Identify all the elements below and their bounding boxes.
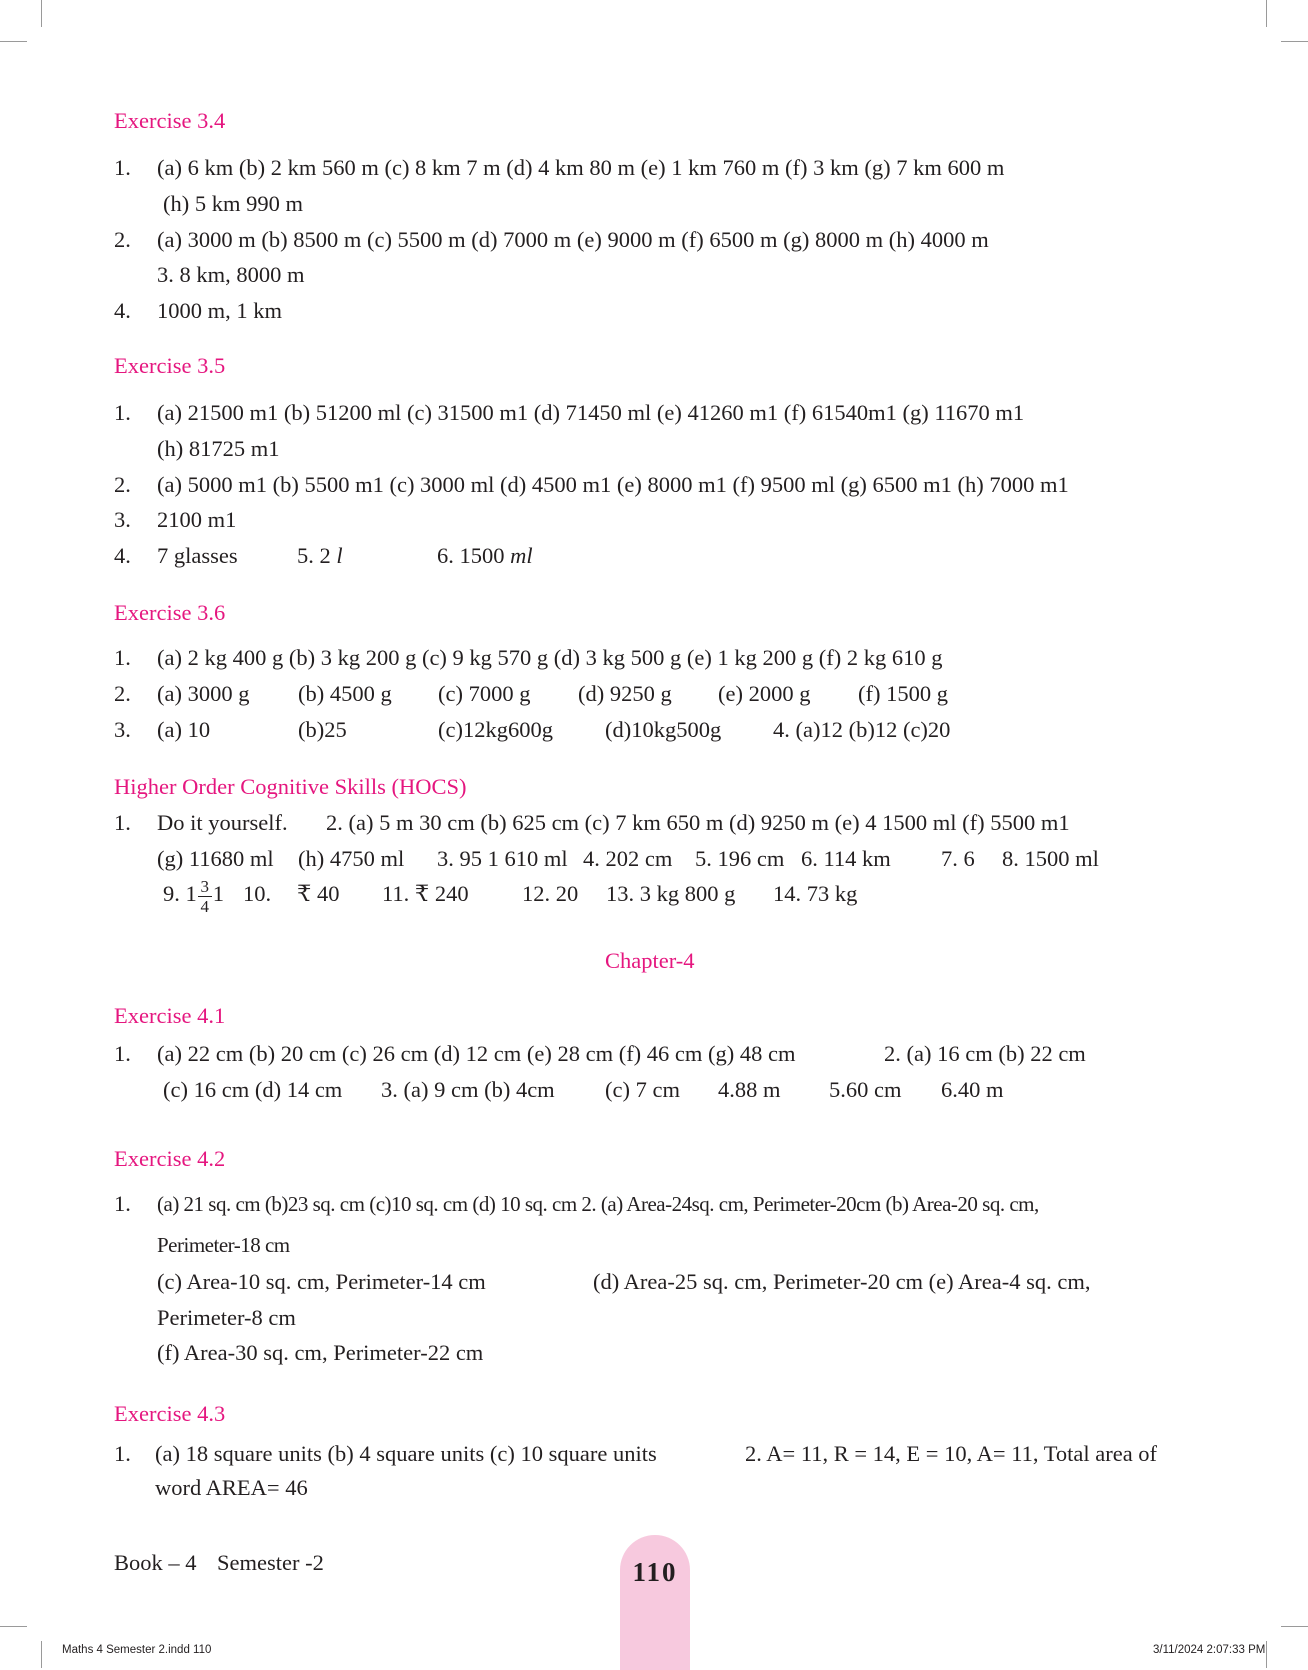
answer-line: word AREA= 46 xyxy=(155,1475,308,1500)
exercise-4-3-heading: Exercise 4.3 xyxy=(114,1401,226,1426)
answer-text: 1 xyxy=(212,881,224,906)
answer-item: 11. ₹ 240 xyxy=(382,881,469,906)
crop-mark xyxy=(1281,41,1308,42)
footer-book: Book – 4 xyxy=(114,1550,197,1575)
answer-item: (d) 9250 g xyxy=(578,681,672,706)
answer-line: 2. (a) 16 cm (b) 22 cm xyxy=(884,1041,1086,1066)
answer-item: 8. 1500 ml xyxy=(1002,846,1099,871)
answer-item: 13. 3 kg 800 g xyxy=(606,881,736,906)
crop-mark xyxy=(0,41,27,42)
answer-item: 6.40 m xyxy=(941,1077,1004,1102)
answer-line: (a) 6 km (b) 2 km 560 m (c) 8 km 7 m (d) 4 km 80 m (e) 1 km 760 m (f) 3 km (g) 7 km 600 m xyxy=(157,155,1005,180)
hocs-heading: Higher Order Cognitive Skills (HOCS) xyxy=(114,774,467,799)
exercise-3-5-heading: Exercise 3.5 xyxy=(114,353,226,378)
answer-text: 5. 2 xyxy=(297,543,331,568)
answer-number: 2. xyxy=(114,227,131,252)
answer-number: 1. xyxy=(114,400,131,425)
answer-line: (a) 21 sq. cm (b)23 sq. cm (c)10 sq. cm (d) 10 sq. cm 2. (a) Area-24sq. cm, Perimeter-20cm (b) Area-20 sq. cm, xyxy=(157,1192,1039,1216)
answer-item: (b)25 xyxy=(298,717,347,742)
answer-item: (f) 1500 g xyxy=(858,681,948,706)
answer-item: (e) 2000 g xyxy=(718,681,811,706)
answer-line: (f) Area-30 sq. cm, Perimeter-22 cm xyxy=(157,1340,484,1365)
answer-item: ₹ 40 xyxy=(297,881,340,906)
page-number-tab xyxy=(620,1535,690,1670)
answer-number: 1. xyxy=(114,1041,131,1066)
answer-item: Do it yourself. xyxy=(157,810,288,835)
numerator: 3 xyxy=(200,876,209,896)
answer-item: (a) 10 xyxy=(157,717,211,742)
answer-number: 1. xyxy=(114,810,131,835)
answer-line: (h) 81725 m1 xyxy=(157,436,280,461)
answer-item: (a) 3000 g xyxy=(157,681,250,706)
answer-line: (c) Area-10 sq. cm, Perimeter-14 cm xyxy=(157,1269,486,1294)
answer-number: 1. xyxy=(114,1191,131,1216)
answer-line: (d) Area-25 sq. cm, Perimeter-20 cm (e) Area-4 sq. cm, xyxy=(593,1269,1091,1294)
crop-mark xyxy=(41,1641,42,1668)
answer-item: 5.60 cm xyxy=(829,1077,902,1102)
unit-text: l xyxy=(336,543,343,568)
answer-number: 4. xyxy=(114,543,131,568)
footer-semester: Semester -2 xyxy=(217,1550,324,1575)
exercise-3-6-heading: Exercise 3.6 xyxy=(114,600,226,625)
answer-item: (c) 16 cm (d) 14 cm xyxy=(163,1077,343,1102)
answer-line: (a) 21500 m1 (b) 51200 ml (c) 31500 m1 (d) 71450 ml (e) 41260 m1 (f) 61540m1 (g) 11670 m1 xyxy=(157,400,1025,425)
answer-item: 12. 20 xyxy=(522,881,579,906)
exercise-4-1-heading: Exercise 4.1 xyxy=(114,1003,226,1028)
unit-text: ml xyxy=(510,543,533,568)
answer-number: 2. xyxy=(114,472,131,497)
exercise-4-2-heading: Exercise 4.2 xyxy=(114,1146,226,1171)
answer-number: 3. xyxy=(114,507,131,532)
answer-line: (a) 3000 m (b) 8500 m (c) 5500 m (d) 7000 m (e) 9000 m (f) 6500 m (g) 8000 m (h) 4000 m xyxy=(157,227,989,252)
crop-mark xyxy=(0,1626,27,1627)
answer-item: 7. 6 xyxy=(941,846,975,871)
answer-item xyxy=(297,542,343,570)
crop-mark xyxy=(1281,1626,1308,1627)
answer-line: Perimeter-8 cm xyxy=(157,1305,296,1330)
crop-mark xyxy=(1266,1641,1267,1668)
answer-line: 2. A= 11, R = 14, E = 10, A= 11, Total area of xyxy=(745,1441,1158,1466)
chapter-title: Chapter-4 xyxy=(605,948,695,973)
answer-item: (c) 7000 g xyxy=(438,681,531,706)
answer-number: 2. xyxy=(114,681,131,706)
answer-line: 7 glasses xyxy=(157,543,238,568)
answer-number: 1. xyxy=(114,645,131,670)
answer-line: 2. (a) 5 m 30 cm (b) 625 cm (c) 7 km 650 m (d) 9250 m (e) 4 1500 ml (f) 5500 m1 xyxy=(326,810,1070,835)
answer-item: (c) 7 cm xyxy=(605,1077,680,1102)
answer-item xyxy=(437,542,533,570)
answer-item: (g) 11680 ml xyxy=(157,846,274,871)
answer-item: (c)12kg600g xyxy=(438,717,553,742)
print-slug-date: 3/11/2024 2:07:33 PM xyxy=(1153,1644,1266,1656)
answer-line: (a) 5000 m1 (b) 5500 m1 (c) 3000 ml (d) 4500 m1 (e) 8000 m1 (f) 9500 ml (g) 6500 m1 (h) 7000 m1 xyxy=(157,472,1069,497)
answer-line: 1000 m, 1 km xyxy=(157,298,283,323)
answer-item: 5. 196 cm xyxy=(695,846,785,871)
answer-line: Perimeter-18 cm xyxy=(157,1233,290,1257)
answer-item: (d)10kg500g xyxy=(605,717,722,742)
answer-item: 4. 202 cm xyxy=(583,846,673,871)
answer-item: (h) 4750 ml xyxy=(298,846,405,871)
answer-line: (a) 18 square units (b) 4 square units (c) 10 square units xyxy=(155,1441,657,1466)
mixed-fraction-answer xyxy=(163,876,224,916)
answer-line: (h) 5 km 990 m xyxy=(163,191,303,216)
denominator: 4 xyxy=(200,896,209,916)
answer-item: 3. (a) 9 cm (b) 4cm xyxy=(381,1077,555,1102)
page-number: 110 xyxy=(632,1557,678,1587)
answer-item: (b) 4500 g xyxy=(298,681,392,706)
crop-mark xyxy=(1266,0,1267,27)
answer-line: (a) 22 cm (b) 20 cm (c) 26 cm (d) 12 cm (e) 28 cm (f) 46 cm (g) 48 cm xyxy=(157,1041,796,1066)
print-slug-file: Maths 4 Semester 2.indd 110 xyxy=(62,1644,212,1656)
answer-item: 14. 73 kg xyxy=(773,881,858,906)
exercise-3-4-heading: Exercise 3.4 xyxy=(114,108,226,133)
answer-line: 2100 m1 xyxy=(157,507,237,532)
answer-number: 3. xyxy=(114,717,131,742)
answer-item: 4.88 m xyxy=(718,1077,781,1102)
answer-item: 6. 114 km xyxy=(801,846,891,871)
answer-number: 1. xyxy=(114,155,131,180)
answer-line: (a) 2 kg 400 g (b) 3 kg 200 g (c) 9 kg 570 g (d) 3 kg 500 g (e) 1 kg 200 g (f) 2 kg 610 g xyxy=(157,645,943,670)
answer-item: 10. xyxy=(243,881,272,906)
answer-line: 3. 8 km, 8000 m xyxy=(157,262,305,287)
answer-text: 6. 1500 xyxy=(437,543,505,568)
answer-item: 3. 95 1 610 ml xyxy=(437,846,568,871)
answer-number: 4. xyxy=(114,298,131,323)
answer-item: 4. (a)12 (b)12 (c)20 xyxy=(773,717,951,742)
answer-text: 9. 1 xyxy=(163,881,197,906)
answer-number: 1. xyxy=(114,1441,131,1466)
crop-mark xyxy=(41,0,42,27)
